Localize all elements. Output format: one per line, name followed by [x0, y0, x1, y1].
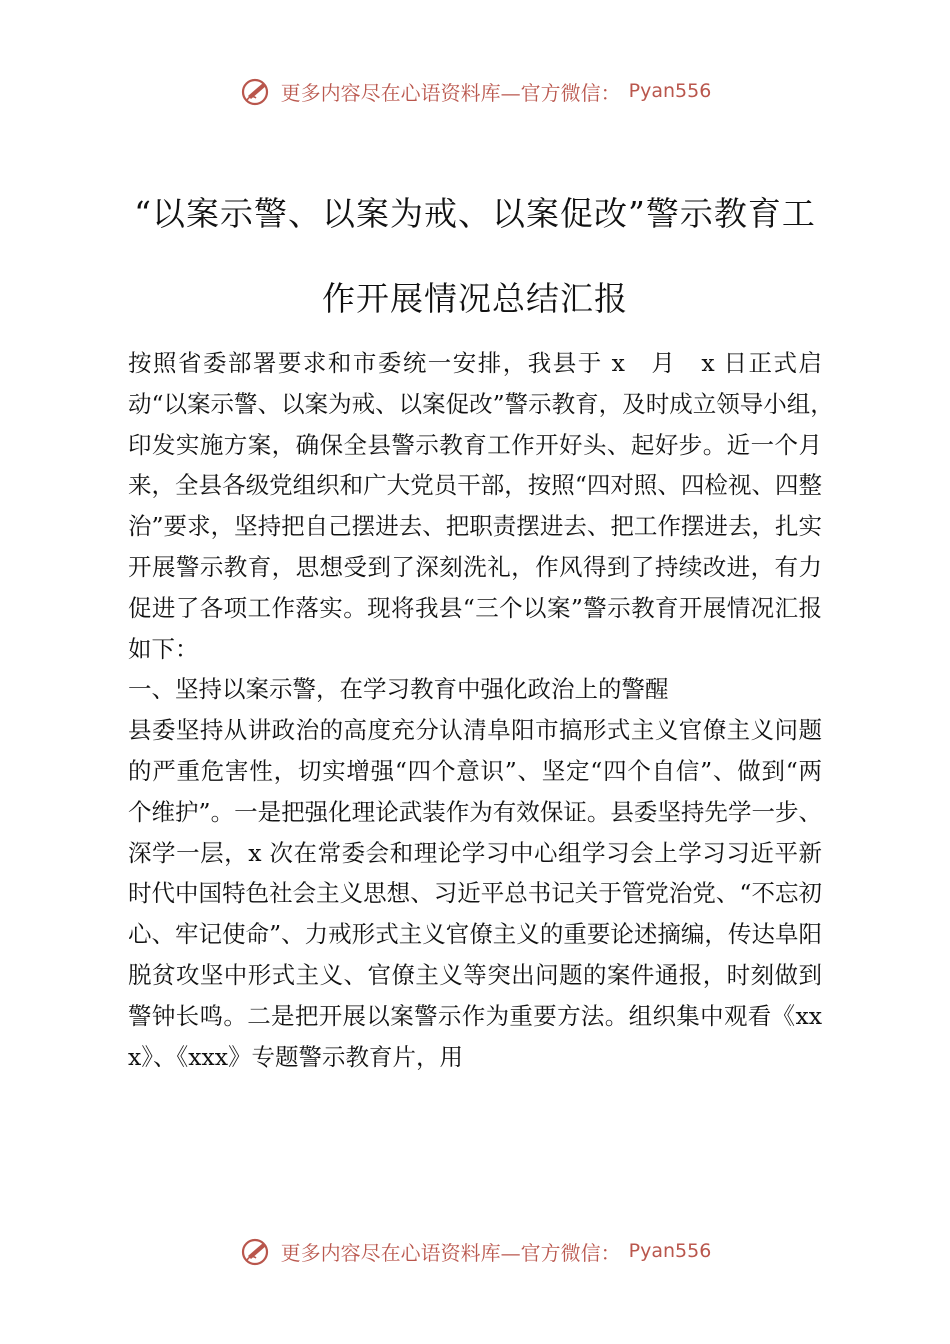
intro-paragraph: 按照省委部署要求和市委统一安排，我县于 x 月 x 日正式启动“以案示警、以案为戒、以案促改”警示教育，及时成立领导小组， 印发实施方案，确保全县警示教育工作开好头、起好步。近一个月来，全县各级党组织和广大党员干部，按照“四对照、四检视、四整治”要求，坚持把自己摆进去、把职责摆进去、把工作摆进去，扎实开展警示教育，思想受到了深刻洗礼，作风得到了持续改进，有力促进了各项工作落实。现将我县“三个以案”警示教育开展情况汇报如下： [128, 349, 846, 663]
header-watermark [0, 74, 950, 108]
brand-logo-icon [239, 74, 273, 108]
watermark-text: 更多内容尽在心语资料库—官方微信： [280, 80, 621, 105]
footer-watermark [0, 1234, 950, 1268]
watermark-id: Pyan556 [628, 80, 712, 102]
section-1-paragraph: 县委坚持从讲政治的高度充分认清阜阳市搞形式主义官僚主义问题的严重危害性，切实增强“四个意识”、坚定“四个自信”、做到“两个维护”。一是把强化理论武装作为有效保证。县委坚持先学一步、深学一层，x 次在常委会和理论学习中心组学习会上学习习近平新时代中国特色社会主义思想、习近平总书记关于管党治党、“不忘初心、牢记使命”、力戒形式主义官僚主义的重要论述摘编，传达阜阳脱贫攻坚中形式主义、官僚主义等突出问题的案件通报，时刻做到警钟长鸣。二是把开展以案警示作为重要方法。组织集中观看《xxx》、《xxx》专题警示教育片，用 [128, 716, 822, 1071]
section-heading-1: 一、坚持以案示警，在学习教育中强化政治上的警醒 [128, 675, 669, 704]
brand-logo-icon [239, 1234, 273, 1268]
document-title-line-1: “以案示警、以案为戒、以案促改”警示教育工 [134, 194, 816, 233]
watermark-id: Pyan556 [628, 1240, 712, 1262]
document-title-line-2: 作开展情况总结汇报 [322, 279, 628, 318]
watermark-text: 更多内容尽在心语资料库—官方微信： [280, 1240, 621, 1265]
document-body [128, 343, 846, 1077]
